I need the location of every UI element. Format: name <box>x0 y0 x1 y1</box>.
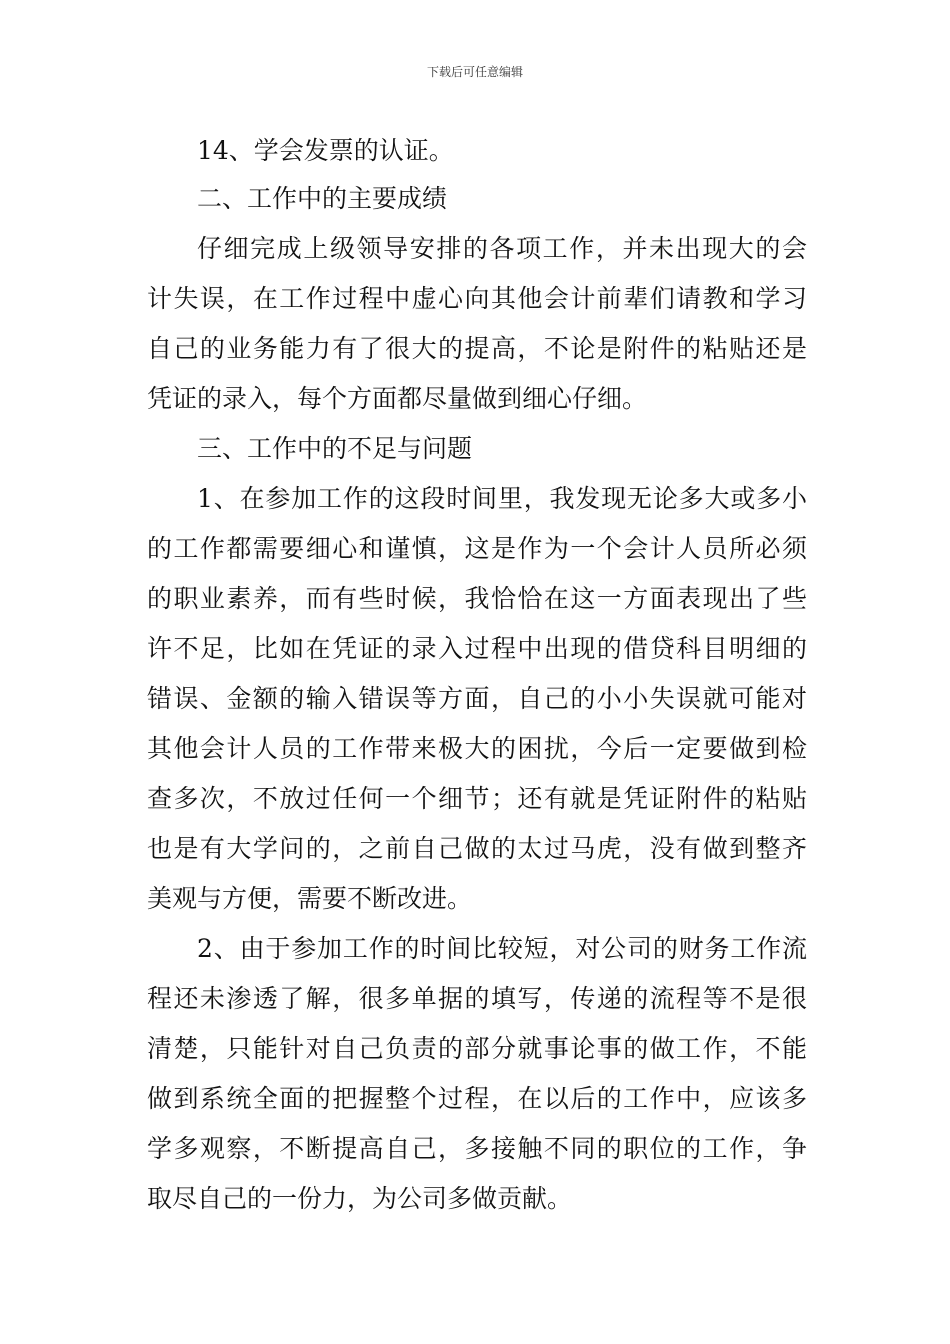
paragraph-line: 的工作都需要细心和谨慎，这是作为一个会计人员所必须 <box>147 534 807 563</box>
section-2-heading: 二、工作中的主要成绩 <box>197 184 448 213</box>
paragraph-line: 也是有大学问的，之前自己做的太过马虎，没有做到整齐 <box>147 834 807 863</box>
paragraph-line: 查多次，不放过任何一个细节；还有就是凭证附件的粘贴 <box>147 784 807 813</box>
paragraph-line: 自己的业务能力有了很大的提高，不论是附件的粘贴还是 <box>147 334 807 363</box>
item-14-line: 14、学会发票的认证。 <box>197 136 454 165</box>
page-header: 下载后可任意编辑 <box>426 65 523 79</box>
paragraph-line: 计失误，在工作过程中虚心向其他会计前辈们请教和学习 <box>147 284 807 313</box>
paragraph-line: 清楚，只能针对自己负责的部分就事论事的做工作，不能 <box>147 1034 807 1063</box>
paragraph-line: 取尽自己的一份力，为公司多做贡献。 <box>147 1184 573 1213</box>
paragraph-line: 2、由于参加工作的时间比较短，对公司的财务工作流 <box>197 934 807 963</box>
paragraph-line: 美观与方便，需要不断改进。 <box>147 884 473 913</box>
paragraph-line: 凭证的录入，每个方面都尽量做到细心仔细。 <box>147 384 648 413</box>
paragraph-line: 其他会计人员的工作带来极大的困扰，今后一定要做到检 <box>147 734 807 763</box>
paragraph-line: 做到系统全面的把握整个过程，在以后的工作中，应该多 <box>147 1084 807 1113</box>
paragraph-line: 的职业素养，而有些时候，我恰恰在这一方面表现出了些 <box>147 584 807 613</box>
paragraph-line: 错误、金额的输入错误等方面，自己的小小失误就可能对 <box>147 684 807 713</box>
paragraph-line: 程还未渗透了解，很多单据的填写，传递的流程等不是很 <box>147 984 807 1013</box>
paragraph-line: 仔细完成上级领导安排的各项工作，并未出现大的会 <box>197 234 807 263</box>
paragraph-line: 学多观察，不断提高自己，多接触不同的职位的工作，争 <box>147 1134 807 1163</box>
section-3-heading: 三、工作中的不足与问题 <box>197 434 473 463</box>
paragraph-line: 许不足，比如在凭证的录入过程中出现的借贷科目明细的 <box>147 634 807 663</box>
paragraph-line: 1、在参加工作的这段时间里，我发现无论多大或多小 <box>197 484 807 513</box>
